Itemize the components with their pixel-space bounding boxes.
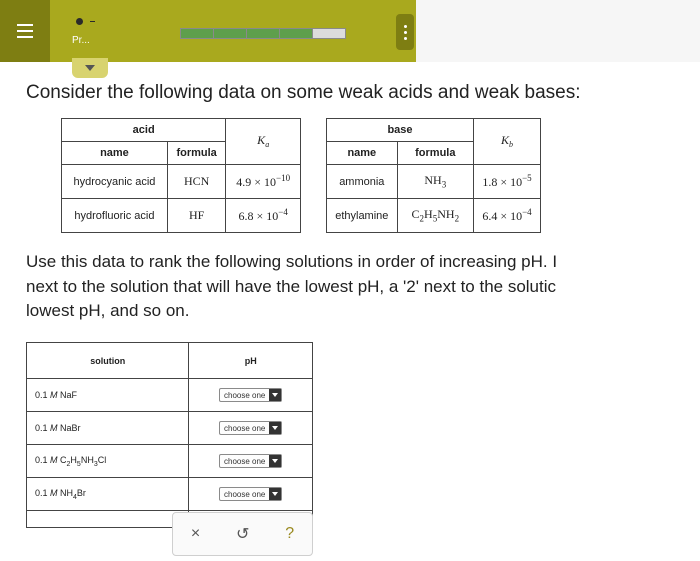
acid-name: hydrofluoric acid (62, 199, 168, 233)
progress-bar (180, 28, 345, 39)
table-row (27, 445, 313, 478)
base-formula: $NH_3$ (397, 165, 473, 199)
col-name: name (327, 142, 398, 165)
ph-rank-select[interactable]: choose one (219, 388, 282, 402)
ph-rank-select[interactable]: choose one (219, 454, 282, 468)
progress-segment (213, 28, 247, 39)
help-button[interactable]: ? (285, 525, 295, 542)
answer-actions (172, 512, 313, 556)
acid-formula: HF (167, 199, 225, 233)
status-indicator (72, 14, 112, 50)
solution-name: 0.1 M NaF (27, 379, 189, 412)
col-formula: formula (397, 142, 473, 165)
table-row (27, 478, 313, 511)
acid-ka: $6.8 \times 10^{-4}$ (226, 199, 301, 233)
acid-table (61, 118, 301, 233)
question-intro: Consider the following data on some weak acids and weak bases: (26, 82, 581, 103)
collapse-toggle[interactable] (72, 58, 108, 78)
status-label: Pr... (72, 35, 90, 46)
acid-ka: $4.9 \times 10^{-10}$ (226, 165, 301, 199)
base-name: ammonia (327, 165, 398, 199)
status-dot-icon (76, 18, 83, 25)
menu-button[interactable] (0, 0, 50, 62)
base-name: ethylamine (327, 199, 398, 233)
acid-name: hydrocyanic acid (62, 165, 168, 199)
dropdown-arrow-icon (269, 389, 281, 401)
solution-name: 0.1 M $C_2H_5NH_3Cl$ (27, 445, 189, 478)
dropdown-arrow-icon (269, 488, 281, 500)
undo-button[interactable]: ↺ (236, 526, 250, 543)
base-header: base (327, 119, 474, 142)
progress-segment (246, 28, 280, 39)
top-bar (0, 0, 416, 62)
base-kb: $6.4 \times 10^{-4}$ (473, 199, 540, 233)
chevron-down-icon (85, 65, 95, 71)
progress-segment (279, 28, 313, 39)
acid-header: acid (62, 119, 226, 142)
kb-header: $K_b$ (473, 119, 540, 165)
base-kb: $1.8 \times 10^{-5}$ (473, 165, 540, 199)
base-table (326, 118, 541, 233)
top-bar-right (416, 0, 700, 62)
col-solution: solution (27, 343, 189, 379)
col-formula: formula (167, 142, 225, 165)
dropdown-arrow-icon (269, 422, 281, 434)
ph-rank-select[interactable]: choose one (219, 487, 282, 501)
ka-header: $K_a$ (226, 119, 301, 165)
question-instructions: Use this data to rank the following solutions in order of increasing pH. I next to the solution that will have the lowest pH, a '2' next to the solutic lowest pH, and so on. (26, 252, 558, 320)
more-options-button[interactable] (396, 14, 414, 50)
clear-button[interactable]: × (190, 525, 201, 542)
hamburger-icon (17, 24, 33, 38)
ph-rank-select[interactable]: choose one (219, 421, 282, 435)
solution-name: 0.1 M NaBr (27, 412, 189, 445)
base-formula: $C_2H_5NH_2$ (397, 199, 473, 233)
table-row (27, 412, 313, 445)
solution-name: 0.1 M $NH_4Br$ (27, 478, 189, 511)
progress-segment (312, 28, 346, 39)
dropdown-arrow-icon (269, 455, 281, 467)
col-name: name (62, 142, 168, 165)
col-ph: pH (189, 343, 313, 379)
acid-formula: HCN (167, 165, 225, 199)
table-row (27, 379, 313, 412)
solutions-table (26, 342, 313, 528)
progress-segment (180, 28, 214, 39)
